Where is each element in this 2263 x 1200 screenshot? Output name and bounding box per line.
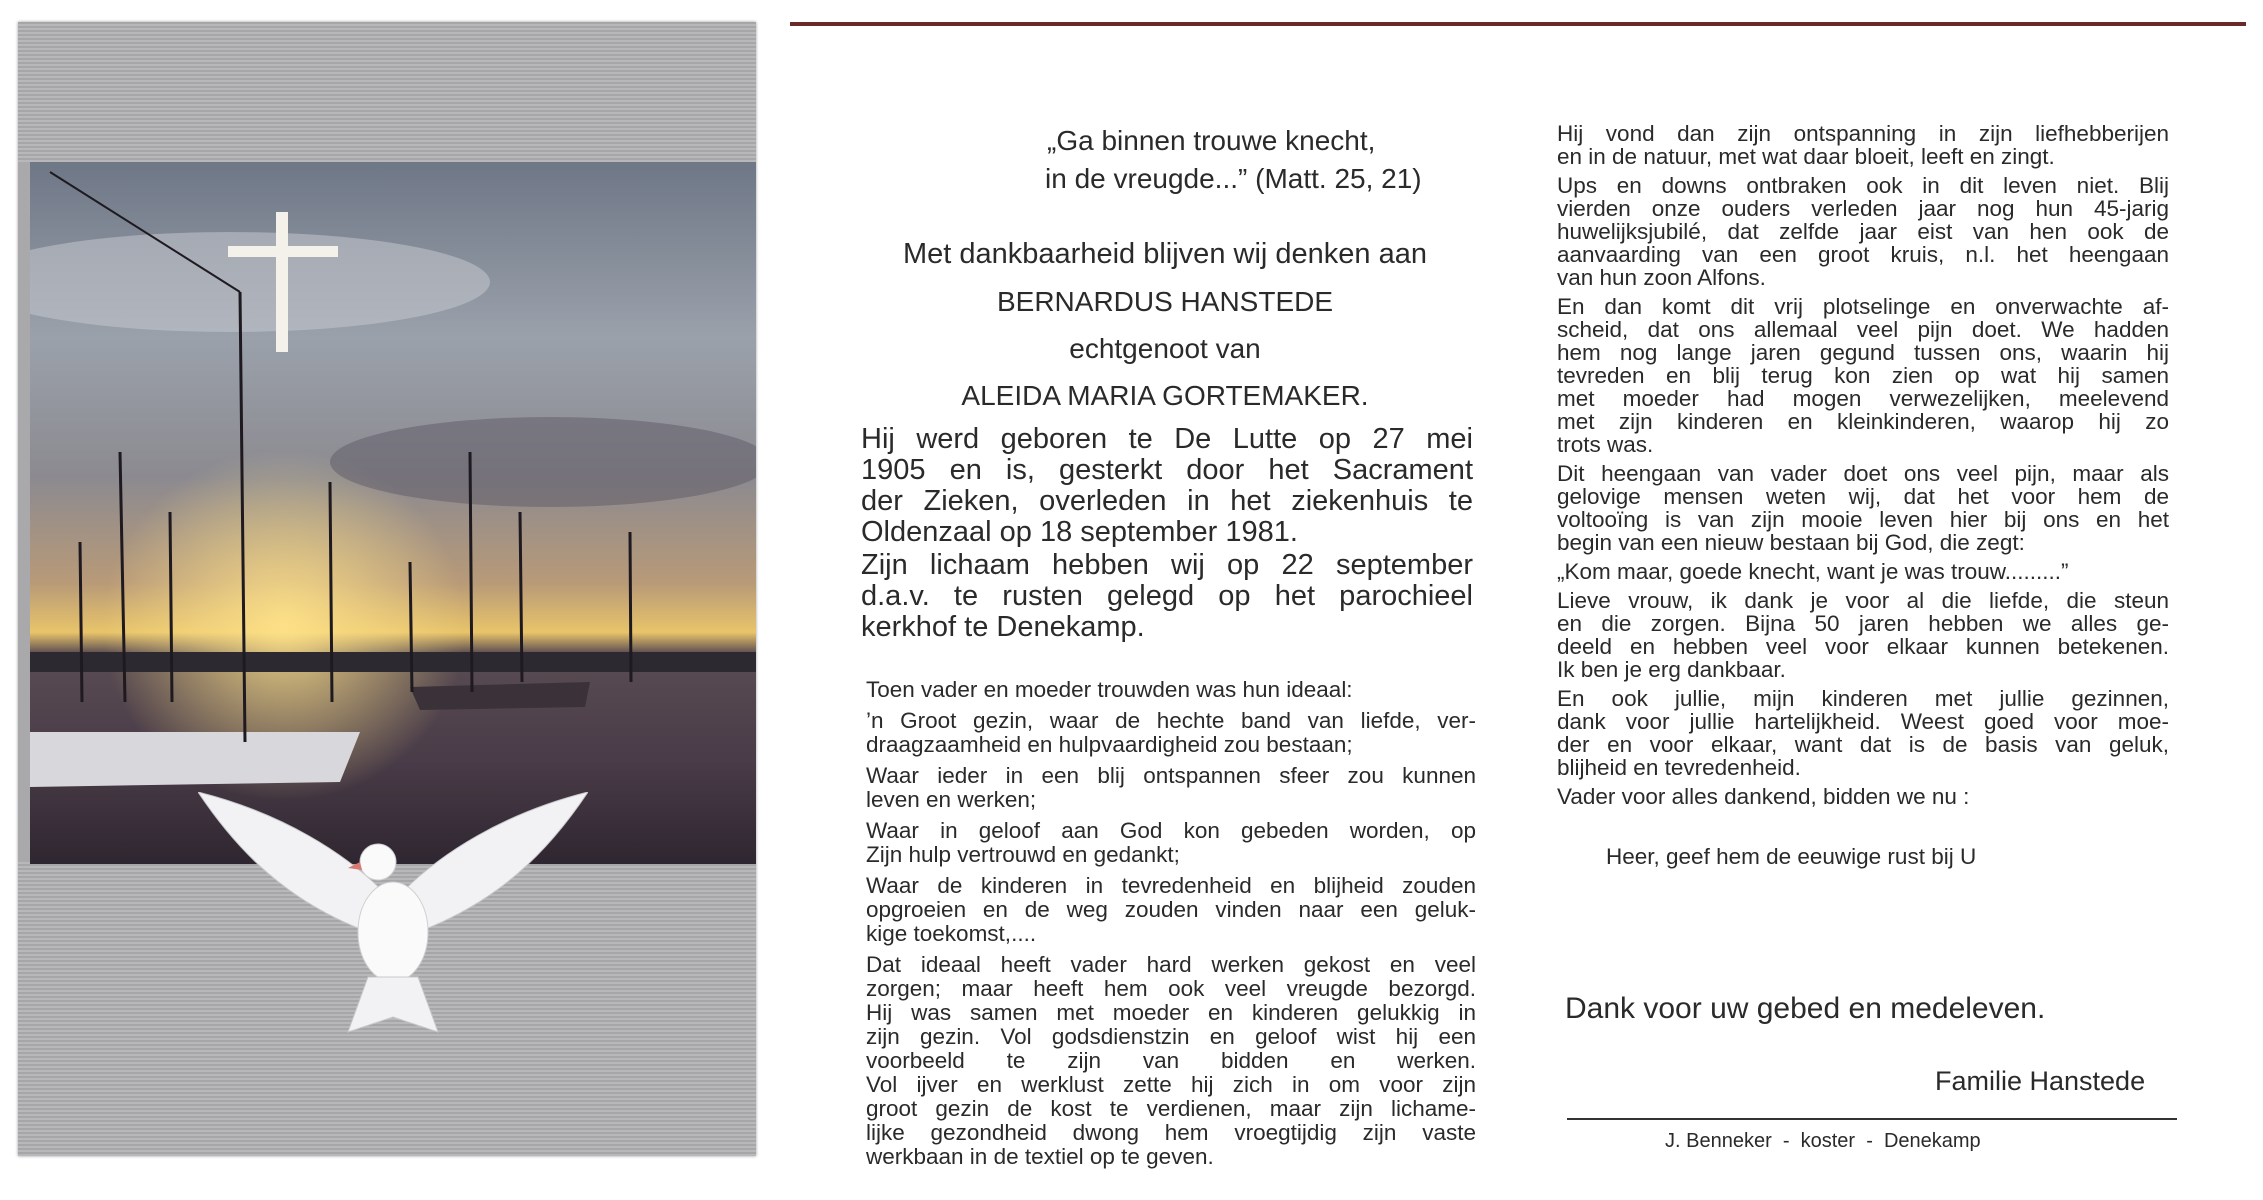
text-line: Zijn hulp vertrouwd en gedankt; [866, 842, 1180, 867]
text-line: aanvaarding van een groot kruis, n.l. het heengaan [1557, 242, 2169, 267]
paragraph [1557, 687, 2169, 779]
biography [861, 424, 1473, 645]
left-column-text [866, 678, 1476, 1176]
text-line: Waar in geloof aan God kon gebeden worden, op [866, 818, 1476, 843]
text-line: Hij vond dan zijn ontspanning in zijn liefhebberijen [1557, 121, 2169, 146]
paragraph [1557, 560, 2169, 583]
text-line: En ook jullie, mijn kinderen met jullie gezinnen, [1557, 686, 2169, 711]
text-line: scheid, dat ons allemaal veel pijn doet. We hadden [1557, 317, 2169, 342]
text-line: vierden onze ouders verleden jaar nog hun 45-jarig [1557, 196, 2169, 221]
deceased-name: BERNARDUS HANSTEDE [996, 286, 1334, 317]
dove-icon [198, 792, 588, 1052]
cross-icon [228, 212, 338, 352]
text-line: der Zieken, overleden in het ziekenhuis te [861, 485, 1473, 517]
text-line: Toen vader en moeder trouwden was hun ideaal: [866, 677, 1353, 702]
paragraph [866, 819, 1476, 867]
prayer: Heer, geef hem de eeuwige rust bij U [1606, 844, 1977, 869]
text-line: dank voor jullie hartelijkheid. Weest goed voor moe- [1557, 709, 2169, 734]
spouse-label: echtgenoot van [1069, 333, 1261, 364]
text-line: Ik ben je erg dankbaar. [1557, 657, 1786, 682]
paragraph [1557, 462, 2169, 554]
text-line: Lieve vrouw, ik dank je voor al die liefde, die steun [1557, 588, 2169, 613]
quote-line: in de vreugde...” (Matt. 25, 21) [1045, 163, 1422, 194]
text-line: met zijn kinderen en kleinkinderen, waarop hij zo [1557, 409, 2169, 434]
paragraph [1557, 589, 2169, 681]
text-line: der en voor elkaar, want dat is de basis van geluk, [1557, 732, 2169, 757]
memorial-card-text [790, 22, 2246, 1186]
grey-top-band [18, 22, 756, 162]
text-line: begin van een nieuw bestaan bij God, die zegt: [1557, 530, 2025, 555]
text-line: Vader voor alles dankend, bidden we nu : [1557, 784, 1970, 809]
text-line: Waar ieder in een blij ontspannen sfeer zou kunnen [866, 763, 1476, 788]
paragraph [1557, 122, 2169, 168]
text-line: draagzaamheid en hulpvaardigheid zou bestaan; [866, 732, 1353, 757]
thanks-text: Dank voor uw gebed en medeleven. [1565, 992, 2046, 1025]
text-line: opgroeien en de weg zouden vinden naar een geluk- [866, 897, 1476, 922]
harbour-sunset-photo [30, 162, 756, 864]
paragraph [866, 953, 1476, 1169]
text-line: Vol ijver en werklust zette hij zich in om voor zijn [866, 1072, 1476, 1097]
right-column-text [1557, 122, 2169, 814]
text-line: deeld en hebben veel voor elkaar kunnen betekenen. [1557, 634, 2169, 659]
text-line: tevreden en blij terug kon zien op wat hij samen [1557, 363, 2169, 388]
family-signature: Familie Hanstede [1935, 1066, 2146, 1096]
paragraph [1557, 295, 2169, 456]
text-line: zijn gezin. Vol godsdienstzin en geloof wist hij een [866, 1024, 1476, 1049]
bible-quote [1045, 122, 1422, 198]
paragraph [866, 678, 1476, 702]
intro-text: Met dankbaarheid blijven wij denken aan [903, 238, 1427, 270]
text-line: gelovige mensen weten wij, dat het voor hem de [1557, 484, 2169, 509]
text-line: Dat ideaal heeft vader hard werken gekost en veel [866, 952, 1476, 977]
text-line: 1905 en is, gesterkt door het Sacrament [861, 454, 1473, 486]
text-line: „Kom maar, goede knecht, want je was trouw.........” [1557, 559, 2069, 584]
text-line: en die zorgen. Bijna 50 jaren hebben we alles ge- [1557, 611, 2169, 636]
spouse-name: ALEIDA MARIA GORTEMAKER. [961, 380, 1369, 411]
paragraph [866, 709, 1476, 757]
quote-line: „Ga binnen trouwe knecht, [1047, 125, 1376, 156]
paragraph [866, 764, 1476, 812]
text-line: voorbeeld te zijn van bidden en werken. [866, 1048, 1476, 1073]
text-line: blijheid en tevredenheid. [1557, 755, 1801, 780]
text-line: leven en werken; [866, 787, 1037, 812]
text-line: en in de natuur, met wat daar bloeit, leeft en zingt. [1557, 144, 2055, 169]
paragraph [866, 874, 1476, 946]
text-line: Dit heengaan van vader doet ons veel pijn, maar als [1557, 461, 2169, 486]
text-line: ’n Groot gezin, waar de hechte band van liefde, ver- [866, 708, 1476, 733]
text-line: Hij was samen met moeder en kinderen gelukkig in [866, 1000, 1476, 1025]
paragraph [861, 550, 1473, 643]
paragraph [1557, 174, 2169, 289]
memorial-card-front [18, 22, 756, 1156]
text-line: met moeder had mogen verwezelijken, meelevend [1557, 386, 2169, 411]
text-line: kerkhof te Denekamp. [861, 611, 1145, 643]
text-line: voltooïng is van zijn mooie leven hier bij ons en het [1557, 507, 2169, 532]
text-line: Oldenzaal op 18 september 1981. [861, 516, 1298, 548]
text-line: lijke gezondheid dwong hem vroegtijdig zijn vaste [866, 1120, 1476, 1145]
paragraph [861, 424, 1473, 548]
text-line: groot gezin de kost te verdienen, maar zijn lichame- [866, 1096, 1476, 1121]
printer-credit: J. Benneker - koster - Denekamp [1665, 1130, 1981, 1152]
text-line: kige toekomst,.... [866, 921, 1037, 946]
text-line: trots was. [1557, 432, 1654, 457]
text-line: Zijn lichaam hebben wij op 22 september [861, 549, 1473, 581]
text-line: van hun zoon Alfons. [1557, 265, 1766, 290]
text-line: Waar de kinderen in tevredenheid en blijheid zouden [866, 873, 1476, 898]
text-line: Hij werd geboren te De Lutte op 27 mei [861, 423, 1473, 455]
text-line: werkbaan in de textiel op te geven. [866, 1144, 1214, 1169]
text-line: hem nog lange jaren gegund tussen ons, waarin hij [1557, 340, 2169, 365]
text-line: zorgen; maar heeft hem ook veel vreugde bezorgd. [866, 976, 1476, 1001]
text-line: huwelijksjubilé, dat zelfde jaar eist van hen ook de [1557, 219, 2169, 244]
text-line: d.a.v. te rusten gelegd op het parochieel [861, 580, 1473, 612]
text-line: Ups en downs ontbraken ook in dit leven niet. Blij [1557, 173, 2169, 198]
divider [1567, 1118, 2177, 1120]
text-line: En dan komt dit vrij plotselinge en onverwachte af- [1557, 294, 2169, 319]
paragraph [1557, 785, 2169, 808]
